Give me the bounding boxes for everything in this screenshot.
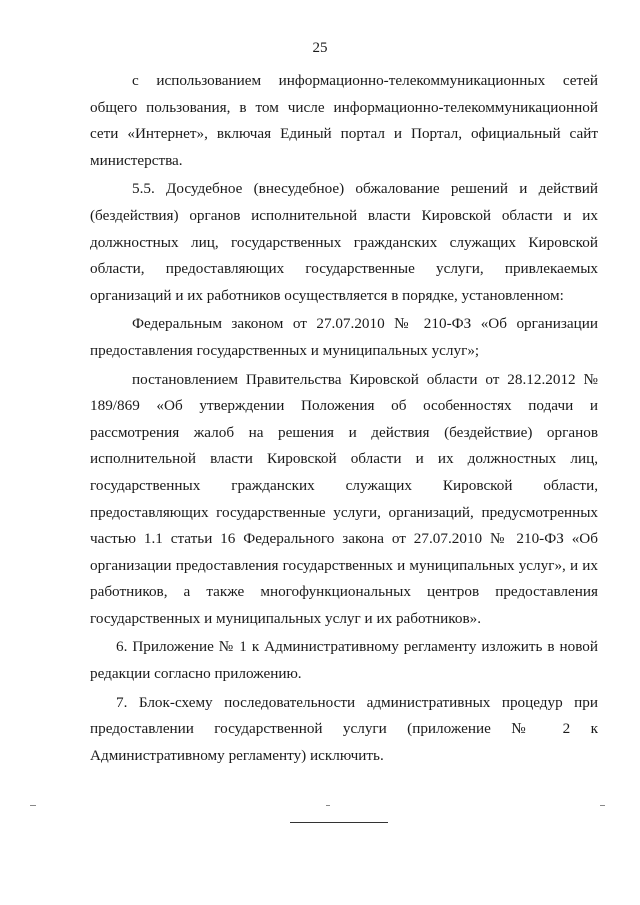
scan-speck bbox=[30, 805, 36, 806]
paragraph-government-resolution: постановлением Правительства Кировской области от 28.12.2012 № 189/869 «Об утверждении Положения об особенностях подачи и рассмотрения жалоб на решения и действия (бездействие) органов исполнительной власти Кировской области и их должностных лиц, государственных гражданских служащих Кировской области, предоставляющих государственные услуги, организаций, предусмотренных частью 1.1 статьи 16 Федерального закона от 27.07.2010 № 210-ФЗ «Об организации предоставления государственных и муниципальных услуг», и их работников, а также многофункциональных центров предоставления государственных и муниципальных услуг и их работников». bbox=[90, 370, 598, 627]
paragraph-item-7: 7. Блок-схему последовательности административных процедур при предоставлении государственной услуги (приложение № 2 к Административному регламенту) исключить. bbox=[90, 693, 598, 764]
paragraph-5-5: 5.5. Досудебное (внесудебное) обжалование решений и действий (бездействия) органов исполнительной власти Кировской области и их должностных лиц, государственных гражданских служащих Кировской области, предоставляющих государственные услуги, привлекаемых организаций и их работников осуществляется в порядке, установленном: bbox=[90, 180, 598, 304]
closing-rule bbox=[290, 822, 388, 823]
scan-speck bbox=[600, 805, 605, 806]
paragraph-continuation: с использованием информационно-телекоммуникационных сетей общего пользования, в том числе информационно-телекоммуникационной сети «Интернет», включая Единый портал и Портал, официальный сайт министерства. bbox=[90, 72, 598, 169]
page-number: 25 bbox=[312, 40, 328, 56]
paragraph-federal-law: Федеральным законом от 27.07.2010 № 210-ФЗ «Об организации предоставления государственных и муниципальных услуг»; bbox=[90, 315, 598, 359]
paragraph-item-6: 6. Приложение № 1 к Административному регламенту изложить в новой редакции согласно приложению. bbox=[90, 638, 598, 683]
scan-speck bbox=[326, 805, 330, 806]
document-body bbox=[90, 68, 598, 769]
